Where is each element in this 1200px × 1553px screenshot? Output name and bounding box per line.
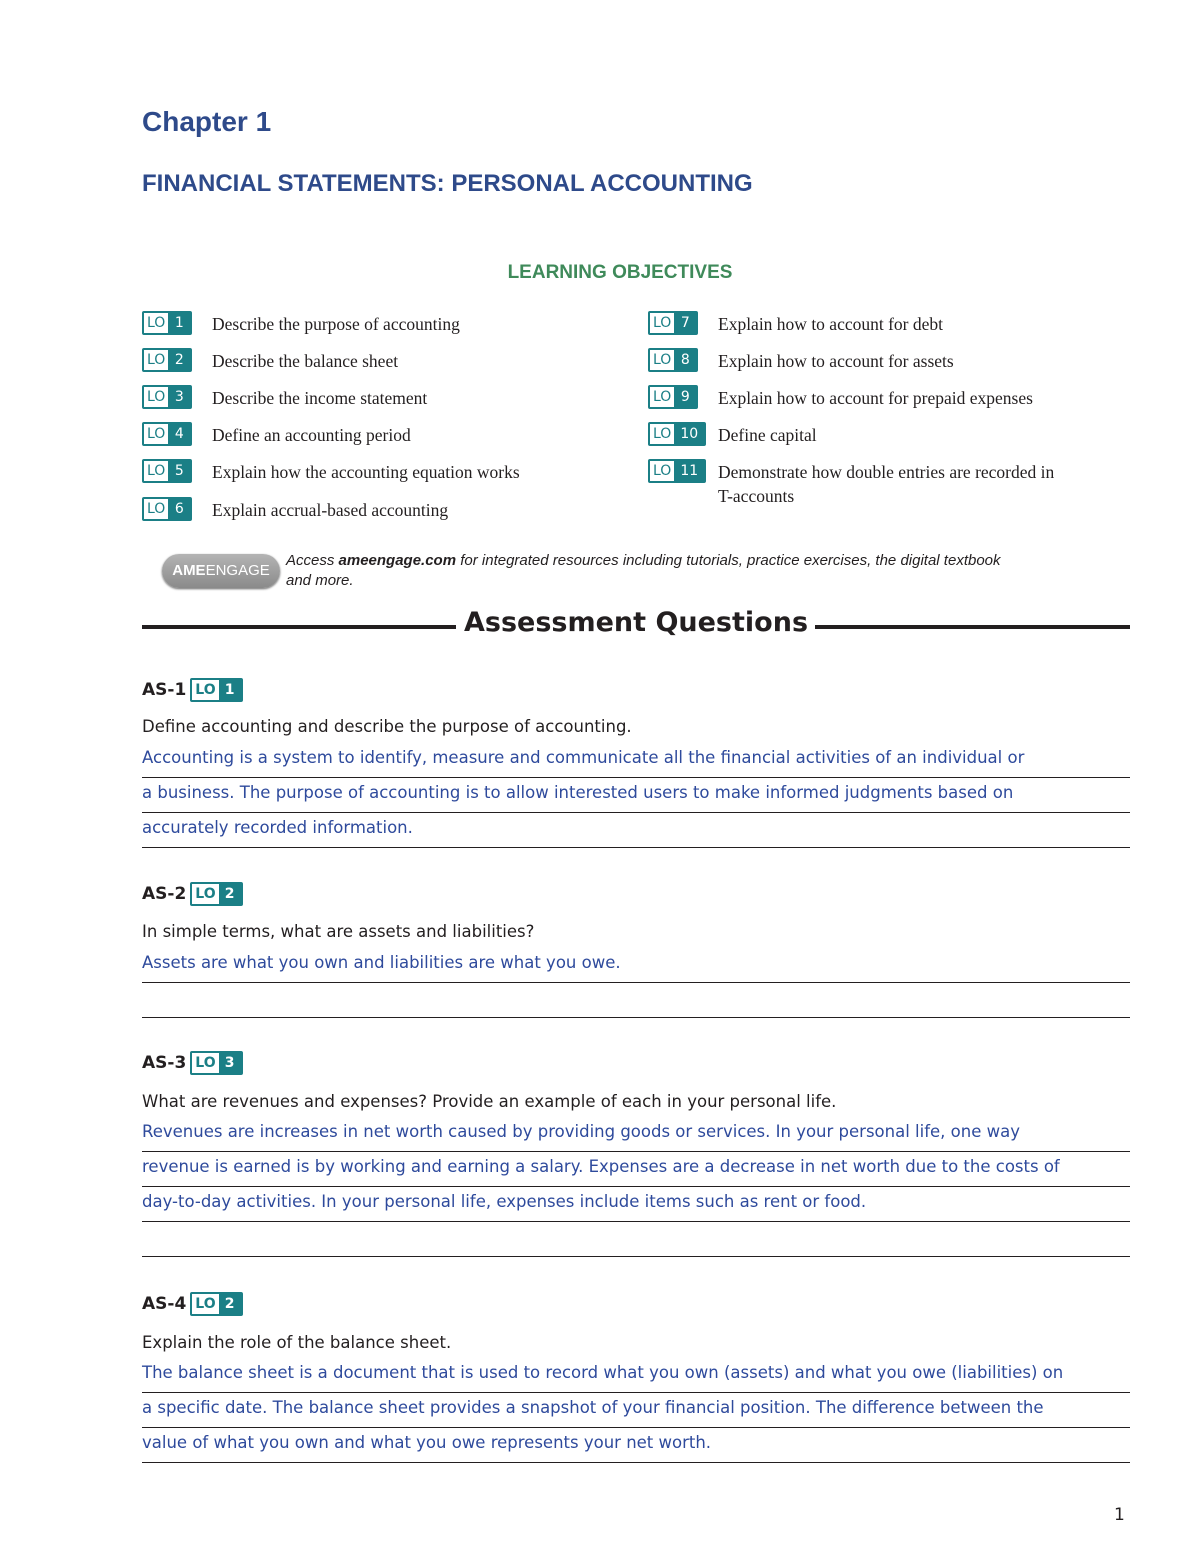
question-label: AS-1 LO 1 [142, 678, 243, 702]
section-heading: Assessment Questions [463, 607, 809, 638]
lo-badge: LO 10 [648, 422, 706, 446]
lo-item [142, 348, 399, 372]
lo-badge: LO 6 [142, 497, 192, 521]
lo-item [142, 385, 428, 409]
lo-badge: LO 1 [190, 678, 242, 702]
lo-text: Explain accrual-based accounting [212, 500, 449, 520]
chapter-title: FINANCIAL STATEMENTS: PERSONAL ACCOUNTING [142, 170, 753, 197]
lo-item [648, 459, 1055, 506]
lo-badge: LO 9 [648, 385, 698, 409]
lo-text: Demonstrate how double entries are recorded in [718, 462, 1055, 482]
question-text: What are revenues and expenses? Provide an example of each in your personal life. [142, 1092, 837, 1111]
lo-badge: LO 4 [142, 422, 192, 446]
lo-badge: LO 8 [648, 348, 698, 372]
lo-badge: LO 7 [648, 311, 698, 335]
lo-item [648, 311, 944, 335]
lo-text-continued: T-accounts [718, 486, 795, 506]
lo-text: Explain how to account for prepaid expenses [718, 388, 1033, 408]
ameengage-link[interactable]: ameengage.com [338, 552, 457, 569]
question-label: AS-3 LO 3 [142, 1051, 243, 1075]
question-text: Explain the role of the balance sheet. [142, 1333, 452, 1352]
lo-badge: LO 11 [648, 459, 706, 483]
section-rule-left [142, 625, 456, 629]
lo-text: Describe the balance sheet [212, 351, 399, 371]
lo-item [142, 497, 449, 521]
lo-text: Explain how to account for assets [718, 351, 954, 371]
answer-line: day-to-day activities. In your personal life, expenses include items such as rent or food. [142, 1187, 1130, 1222]
lo-text: Describe the income statement [212, 388, 428, 408]
lo-text: Define an accounting period [212, 425, 411, 445]
ameengage-logo[interactable]: AMEENGAGE [162, 554, 280, 588]
question-text: Define accounting and describe the purpose of accounting. [142, 717, 632, 736]
lo-text: Explain how to account for debt [718, 314, 944, 334]
chapter-label: Chapter 1 [142, 106, 272, 137]
lo-item [142, 311, 460, 335]
lo-badge: LO 2 [190, 882, 242, 906]
answer-line: revenue is earned is by working and earning a salary. Expenses are a decrease in net worth due to the costs of [142, 1152, 1130, 1187]
question-label: AS-4 LO 2 [142, 1292, 243, 1316]
lo-badge: LO 5 [142, 459, 192, 483]
answer-line: Revenues are increases in net worth caused by providing goods or services. In your personal life, one way [142, 1117, 1130, 1152]
answer-line: Accounting is a system to identify, measure and communicate all the financial activities of an individual or [142, 743, 1130, 778]
answer-line: Assets are what you own and liabilities are what you owe. [142, 948, 1130, 983]
page-number: 1 [1114, 1505, 1125, 1525]
lo-item [142, 459, 520, 483]
answer-line [142, 983, 1130, 1018]
lo-item [648, 422, 817, 446]
answer-line: The balance sheet is a document that is used to record what you own (assets) and what you owe (liabilities) on [142, 1358, 1130, 1393]
question-text: In simple terms, what are assets and liabilities? [142, 922, 535, 941]
answer-line: a specific date. The balance sheet provides a snapshot of your financial position. The difference between the [142, 1393, 1130, 1428]
lo-badge: LO 2 [142, 348, 192, 372]
answer-line: a business. The purpose of accounting is to allow interested users to make informed judgments based on [142, 778, 1130, 813]
answer-line [142, 1222, 1130, 1257]
lo-text: Describe the purpose of accounting [212, 314, 460, 334]
answer-line: value of what you own and what you owe represents your net worth. [142, 1428, 1130, 1463]
learning-objectives-heading: LEARNING OBJECTIVES [507, 262, 733, 283]
lo-text: Define capital [718, 425, 817, 445]
lo-text: Explain how the accounting equation works [212, 462, 520, 482]
lo-badge: LO 3 [142, 385, 192, 409]
lo-item [648, 385, 1033, 409]
section-rule-right [815, 625, 1130, 629]
lo-item [142, 422, 411, 446]
question-label: AS-2 LO 2 [142, 882, 243, 906]
ameengage-note: Access ameengage.com for integrated resources including tutorials, practice exercises, the digital textbook and more. [286, 552, 1001, 589]
lo-item [648, 348, 954, 372]
lo-badge: LO 3 [190, 1051, 242, 1075]
answer-line: accurately recorded information. [142, 813, 1130, 848]
lo-badge: LO 1 [142, 311, 192, 335]
lo-badge: LO 2 [190, 1292, 242, 1316]
